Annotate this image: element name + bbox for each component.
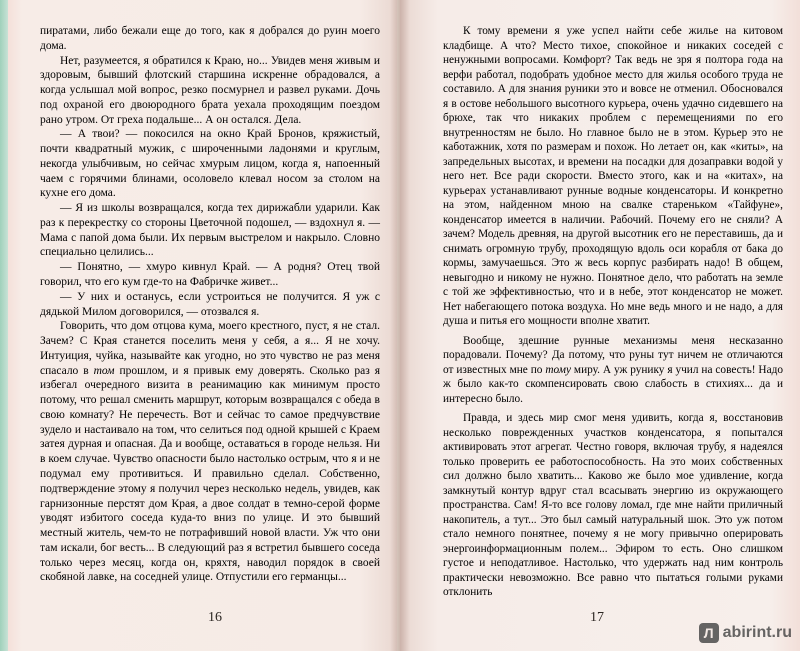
paragraph: К тому времени я уже успел найти себе жилье на китовом кладбище. А что? Место тихое, спокойное и никаких соседей с ненужными вопросами. Комфорт? Так ведь не зря я полтора года на верфи работал, подобрать удобное место для жилья особого труда не составило. А для знания руники это и вовсе не отменил. Обосновался я в остове небольшого высотного курьера, очень удачно сидевшего на брюхе, так что никаких проблем с перемещениями по его внутренностям не было. Но главное было не в этом. Курьер это не каботажник, хотя по размерам и похож. Но летает он, как «киты», на запредельных высотах, и времени на посадки для дозаправки водой у него нет. Все ради скорости. Вместо этого, как и на «китах», на курьерах устанавливают рунные водные конденсаторы. И конкретно на этом, найденном мною на свалке стареньком «Тайфуне», конденсатор имеется в наличии. Рабочий. Почему его не сняли? А зачем? Модель древняя, на другой высотник его не переставишь, да и снимать огромную трубу, проходящую вдоль оси корабля от бака до кормы, замучаешься. Это ж весь корпус разбирать надо! В общем, невыгодно и никому не нужно. Понятное дело, что работать на земле с той же эффективностью, что и в небе, этот конденсатор не может. Нет набегающего потока воздуха. Но мне ведь много и не надо, а для душа и питья его мощности вполне хватит. [443,25,783,327]
paragraph: — Понятно, — хмуро кивнул Край. — А родня? Отец твой говорил, что его кум где-то на Фабричке живет... [40,261,380,289]
paragraph: пиратами, либо бежали еще до того, как я добрался до руин моего дома. [40,25,380,52]
paragraph: — А твои? — покосился на окно Край Бронов, кряжистый, почти квадратный мужик, с широченными ладонями и круглым, некогда улыбчивым, но сейчас хмурым лицом, когда я, напоенный чаем с горячими блинами, осоловело клевал носом за столом на кухне его дома. [40,128,380,200]
page-number-right: 17 [590,610,604,625]
watermark [699,623,792,643]
paragraph: Правда, и здесь мир смог меня удивить, когда я, восстановив несколько поврежденных участков конденсатора, я попытался активировать этот агрегат. Честно говоря, включая трубу, я надеялся только проверить ее работоспособность. На это моих собственных сил должно было хватить... Каково же было мое удивление, когда замкнутый контур вдруг стал всасывать энергию из окружающего пространства. Сам! Я-то все голову ломал, где мне найти приличный накопитель, а тут... Это был самый натуральный шок. Это уж потом стало немного понятнее, почему я не могу привычно оперировать энергоинформационным полем... Эфиром то есть. Оно слишком густое и неподатливое. Настолько, что удержать над ним контроль практически невозможно. Все равно что пытаться голыми руками отклонить [443,412,783,598]
right-page-text [443,24,783,600]
paragraph: Говорить, что дом отцова кума, моего крестного, пуст, я не стал. Зачем? С Края станется поселить меня у себя, а я... Я не хочу. Интуиция, чуйка, называйте как угодно, но это чувство не раз меня спасало в том прошлом, и я привык ему доверять. Сколько раз я избегал очередного визита в реанимацию как минимум просто потому, что решал сменить маршрут, которым возвращался с обеда в свою комнату? Не перечесть. Вот и сейчас то самое предчувствие зудело и настаивало на том, что селиться под одной крышей с Краем затея дурная и опасная. Да и вообще, оставаться в городе нельзя. Ни в коем случае. Чувство опасности было настолько острым, что я и не подумал ему противиться. И правильно сделал. Собственно, подтверждение этому я получил через несколько недель, увидев, как гарнизонные перстят дом Края, а двое солдат в темно-серой форме уводят избитого соседа куда-то вниз по улице. И это бывший местный житель, чем-то не потрафивший новой власти. Уж что они там искали, бог весть... В следующий раз я встретил бывшего соседа только через месяц, когда он, кряхтя, наводил порядок в своей скобяной лавке, на соседней улице. Отпустили его германцы... [40,320,380,584]
labirint-logo-icon: Л [699,623,719,643]
paragraph: Нет, разумеется, я обратился к Краю, но... Увидев меня живым и здоровым, бывший флотский старшина искренне обрадовался, а когда услышал мой вопрос, резко посмурнел и развел руками. Дочь под охраной его двоюродного брата уехала проходящим поездом рано утром. От греха подальше... А он остался. Дела. [40,54,380,126]
page-edge-strip [0,0,8,651]
watermark-text: abirint.ru [722,624,792,641]
book-gutter [390,0,410,651]
emphasis: тому [545,363,571,376]
left-page-text [40,24,380,585]
emphasis: том [93,364,115,377]
paragraph: — Я из школы возвращался, когда тех дирижабли ударили. Как раз к перекрестку со стороны Цветочной подошел, — вздохнул я. — Мама с папой дома были. Их первым выстрелом и накрыло. Словно специально целились... [40,202,380,259]
paragraph: — У них и останусь, если устроиться не получится. Я уж с дядькой Милом договорился, — отозвался я. [40,290,380,318]
page-number-left: 16 [208,610,222,625]
paragraph: Вообще, здешние рунные механизмы меня несказанно порадовали. Почему? Да потому, что руны тут ничем не отличаются от известных мне по тому миру. А уж рунику я учил на совесть! Надо ж было как-то скомпенсировать свою слабость в стихиях... да и интересно было. [443,334,783,405]
